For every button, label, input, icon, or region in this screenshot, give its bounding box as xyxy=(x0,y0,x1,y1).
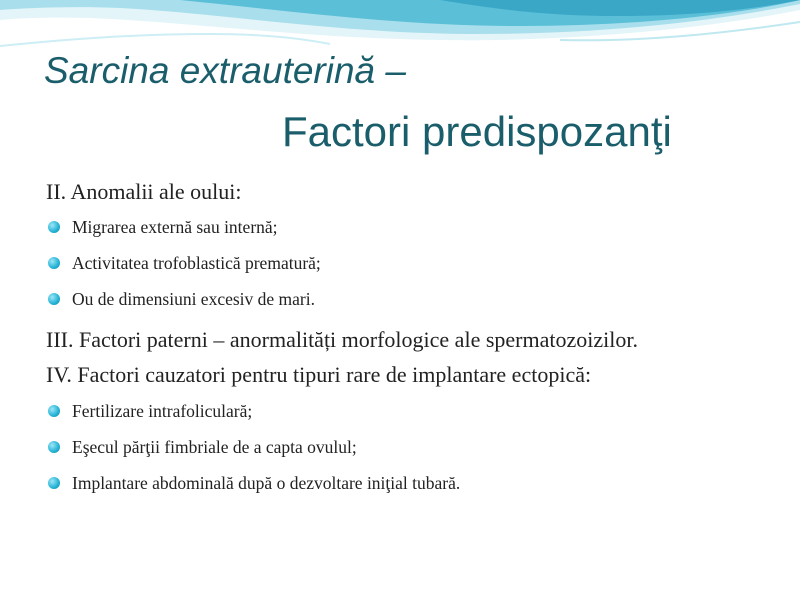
list-item-text: Activitatea trofoblastică prematură; xyxy=(72,253,321,273)
bullet-icon xyxy=(48,405,60,417)
list-item xyxy=(46,393,776,429)
section-4-heading: IV. Factori cauzatori pentru tipuri rare de implantare ectopică: xyxy=(46,362,592,387)
section-4-list xyxy=(46,393,776,501)
list-item-text: Ou de dimensiuni excesiv de mari. xyxy=(72,289,315,309)
list-item-text: Fertilizare intrafoliculară; xyxy=(72,401,253,421)
slide-body xyxy=(46,175,776,501)
list-item xyxy=(46,245,776,281)
bullet-icon xyxy=(48,221,60,233)
list-item-text: Implantare abdominală după o dezvoltare iniţial tubară. xyxy=(72,473,461,493)
list-item-text: Migrarea externă sau internă; xyxy=(72,217,278,237)
bullet-icon xyxy=(48,257,60,269)
list-item-text: Eşecul părţii fimbriale de a capta ovulul; xyxy=(72,437,357,457)
section-3-heading: III. Factori paterni – anormalități morfologice ale spermatozoizilor. xyxy=(46,327,638,352)
list-item xyxy=(46,209,776,245)
bullet-icon xyxy=(48,293,60,305)
list-item xyxy=(46,465,776,501)
title-line-2: Factori predispozanţi xyxy=(282,108,672,155)
list-item xyxy=(46,429,776,465)
bullet-icon xyxy=(48,441,60,453)
title-line-1: Sarcina extrauterină – xyxy=(44,50,406,91)
section-2-heading: II. Anomalii ale oului: xyxy=(46,179,242,204)
bullet-icon xyxy=(48,477,60,489)
list-item xyxy=(46,281,776,317)
section-2-list xyxy=(46,209,776,317)
